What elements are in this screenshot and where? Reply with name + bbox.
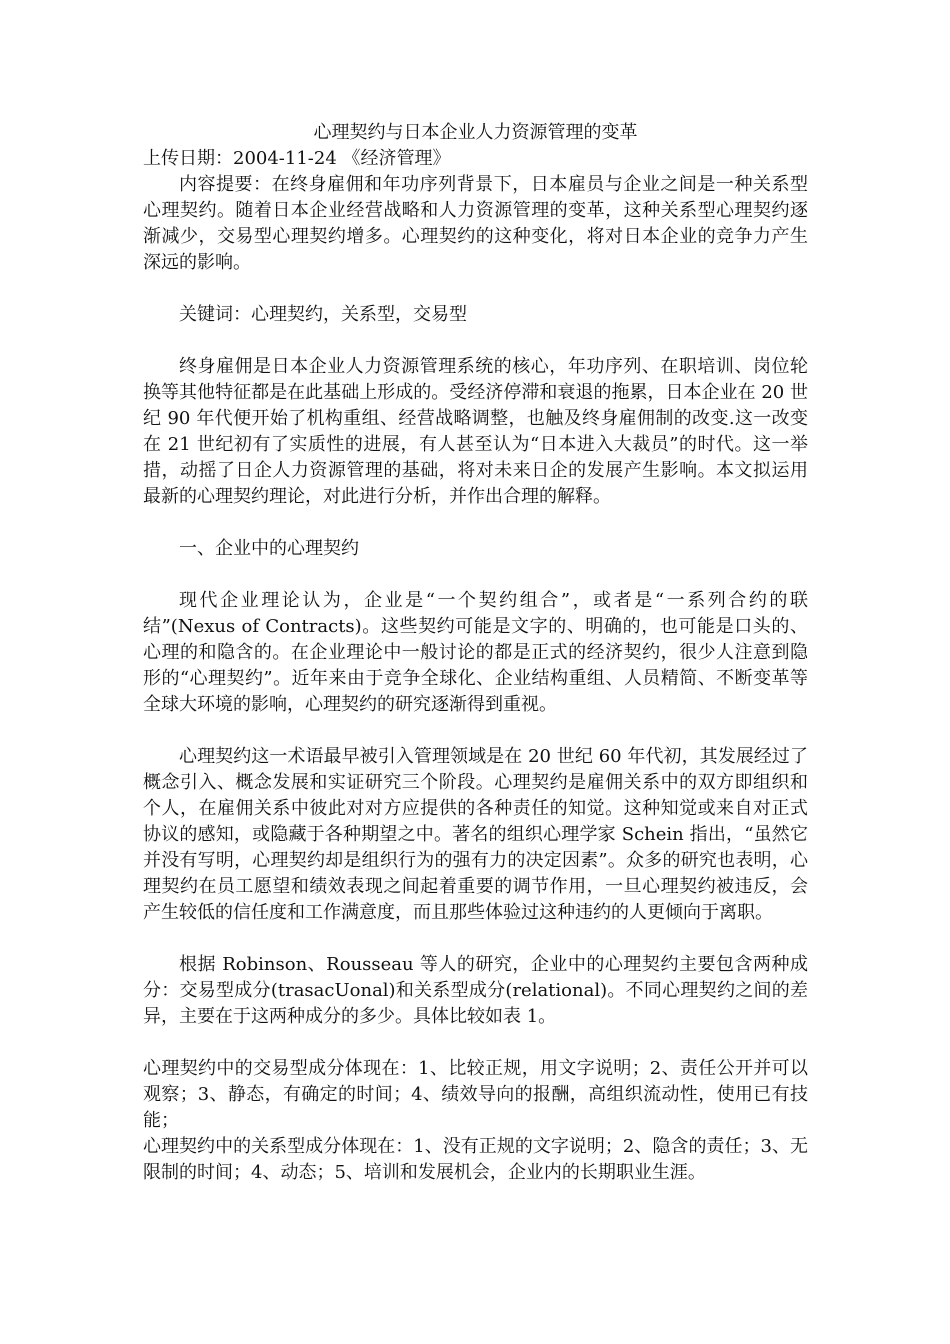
spacer: [143, 328, 808, 354]
spacer: [143, 276, 808, 302]
abstract-paragraph: 内容提要：在终身雇佣和年功序列背景下，日本雇员与企业之间是一种关系型心理契约。随着日本企业经营战略和人力资源管理的变革，这种关系型心理契约逐渐减少，交易型心理契约增多。心理契约的这种变化，将对日本企业的竞争力产生深远的影响。: [143, 174, 808, 273]
transactional-components: 心理契约中的交易型成分体现在：1、比较正规，用文字说明；2、责任公开并可以观察；3、静态，有确定的时间；4、绩效导向的报酬，高组织流动性，使用已有技能；: [143, 1058, 808, 1131]
relational-components: 心理契约中的关系型成分体现在：1、没有正规的文字说明；2、隐含的责任；3、无限制的时间；4、动态；5、培训和发展机会，企业内的长期职业生涯。: [143, 1136, 808, 1183]
spacer: [143, 1030, 808, 1056]
body-paragraph: 根据 Robinson、Rousseau 等人的研究，企业中的心理契约主要包含两种成分：交易型成分(trasacUonal)和关系型成分(relational)。不同心理契约之间的差异，主要在于这两种成分的多少。具体比较如表 1。: [143, 954, 808, 1027]
intro-paragraph: 终身雇佣是日本企业人力资源管理系统的核心，年功序列、在职培训、岗位轮换等其他特征都是在此基础上形成的。受经济停滞和衰退的拖累，日本企业在 20 世纪 90 年代便开始了机构重组、经营战略调整，也触及终身雇佣制的改变.这一改变在 21 世纪初有了实质性的进展，有人甚至认为“日本进入大裁员”的时代。这一举措，动摇了日企人力资源管理的基础，将对未来日企的发展产生影响。本文拟运用最新的心理契约理论，对此进行分析，并作出合理的解释。: [143, 356, 808, 507]
document-page: [143, 120, 808, 1186]
upload-date-line: 上传日期：2004-11-24 《经济管理》: [143, 148, 451, 169]
section-heading: 一、企业中的心理契约: [179, 538, 359, 559]
spacer: [143, 510, 808, 536]
keywords-line: 关键词：心理契约，关系型，交易型: [179, 304, 467, 325]
body-paragraph: 现代企业理论认为，企业是“一个契约组合”，或者是“一系列合约的联结”(Nexus of Contracts)。这些契约可能是文字的、明确的，也可能是口头的、心理的和隐含的。在企业理论中一般讨论的都是正式的经济契约，很少人注意到隐形的“心理契约”。近年来由于竞争全球化、企业结构重组、人员精简、不断变革等全球大环境的影响，心理契约的研究逐渐得到重视。: [143, 590, 808, 715]
spacer: [143, 718, 808, 744]
spacer: [143, 562, 808, 588]
spacer: [143, 926, 808, 952]
document-title: 心理契约与日本企业人力资源管理的变革: [313, 122, 638, 143]
body-paragraph: 心理契约这一术语最早被引入管理领域是在 20 世纪 60 年代初，其发展经过了概念引入、概念发展和实证研究三个阶段。心理契约是雇佣关系中的双方即组织和个人，在雇佣关系中彼此对对方应提供的各种责任的知觉。这种知觉或来自对正式协议的感知，或隐藏于各种期望之中。著名的组织心理学家 Schein 指出，“虽然它并没有写明，心理契约却是组织行为的强有力的决定因素”。众多的研究也表明，心理契约在员工愿望和绩效表现之间起着重要的调节作用，一旦心理契约被违反，会产生较低的信任度和工作满意度，而且那些体验过这种违约的人更倾向于离职。: [143, 746, 808, 923]
